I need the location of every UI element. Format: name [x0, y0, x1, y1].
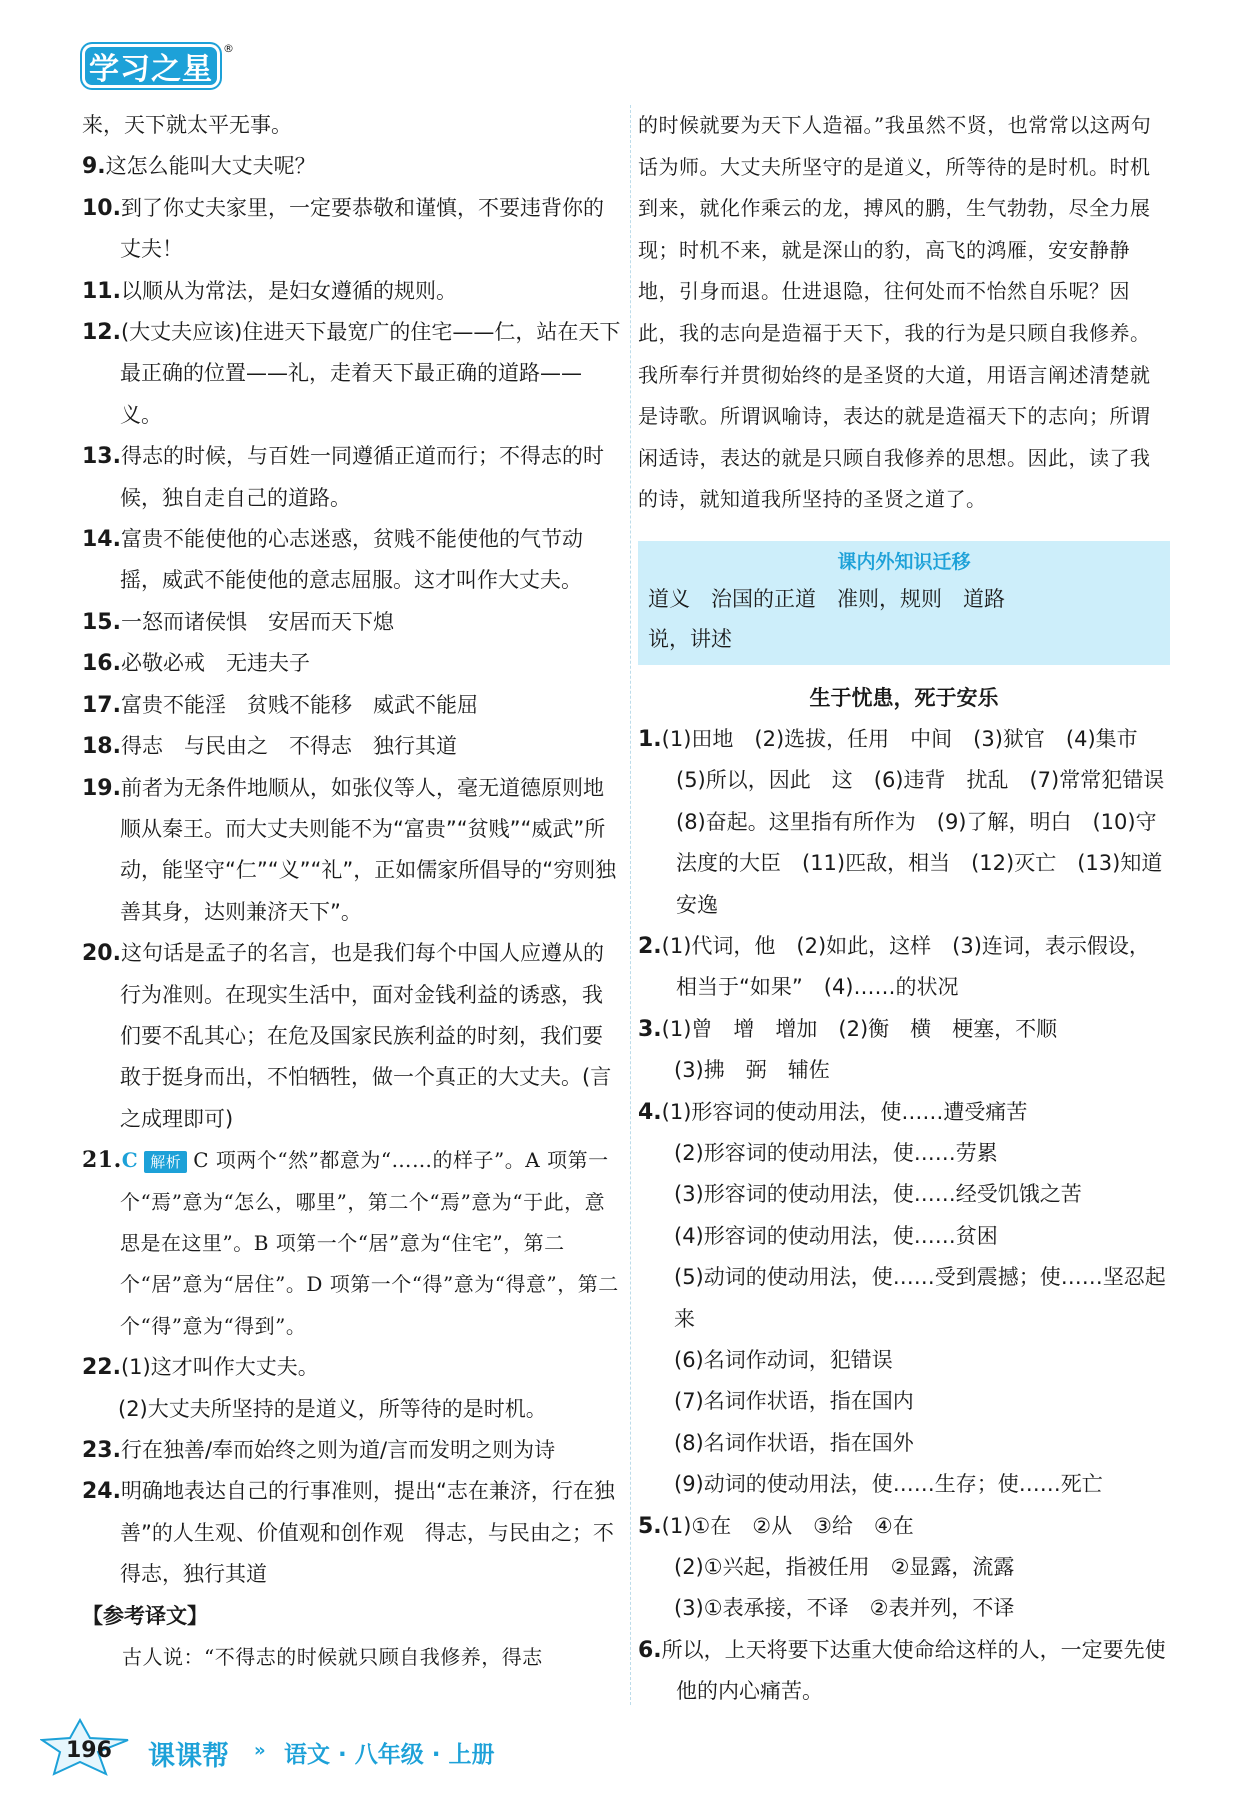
answer-11: 11.以顺从为常法，是妇女遵循的规则。	[82, 278, 457, 304]
answer-line: 来，天下就太平无事。	[82, 113, 292, 137]
knowledge-box-line: 说，讲述	[648, 626, 732, 651]
answer-23: 23.行在独善/奉而始终之则为道/言而发明之则为诗	[82, 1438, 556, 1463]
knowledge-transfer-box	[638, 541, 1170, 665]
answer-1: 1.(1)田地 (2)选拔，任用 中间 (3)狱官 (4)集市 (5)所以，因此 这 (6)违背 扰乱 (7)常常犯错误 (8)奋起。这里指有所作为 (9)了解，明白 (10)守法度的大臣 (11)匹敌，相当 (12)灭亡 (13)知道 安逸	[638, 726, 1186, 917]
answer-19: 19.前者为无条件地顺从，如张仪等人，毫无道德原则地顺从秦王。而大丈夫则能不为“富贵”“贫贱”“威武”所动，能坚守“仁”“义”“礼”，正如儒家所倡导的“穷则独善其身，达则兼济天下”。	[82, 775, 617, 924]
answer-21: 21.C 解析 C 项两个“然”都意为“……的样子”。A 项第一个“焉”意为“怎么，哪里”，第二个“焉”意为“于此，意思是在这里”。B 项第一个“居”意为“住宅”，第二个“居”意为“居住”。D 项第一个“得”意为“得意”，第二个“得”意为“得到”。	[82, 1147, 619, 1338]
answer-4: 4.(1)形容词的使动用法，使……遭受痛苦	[638, 1099, 1028, 1125]
answer-22: 22.(1)这才叫作大丈夫。	[82, 1355, 319, 1381]
answer-10: 10.到了你丈夫家里，一定要恭敬和谨慎，不要违背你的丈夫！	[82, 195, 604, 262]
answer-4-sub: (2)形容词的使动用法，使……劳累	[674, 1141, 998, 1165]
answer-4-sub: (8)名词作状语，指在国外	[674, 1430, 914, 1455]
answer-4-sub: (5)动词的使动用法，使……受到震撼；使……坚忍起来	[674, 1265, 1166, 1331]
answer-4-sub: (9)动词的使动用法，使……生存；使……死亡	[674, 1472, 1103, 1497]
footer-brand: 课课帮	[148, 1741, 229, 1772]
right-column	[638, 105, 1186, 1713]
knowledge-box-line: 道义 治国的正道 准则，规则 道路	[648, 586, 1005, 611]
answer-4-sub: (6)名词作动词，犯错误	[674, 1348, 893, 1373]
answer-6: 6.所以，上天将要下达重大使命给这样的人，一定要先使他的内心痛苦。	[638, 1637, 1166, 1704]
answer-17: 17.富贵不能淫 贫贱不能移 威武不能屈	[82, 692, 478, 718]
answer-3-sub: (3)拂 弼 辅佐	[674, 1058, 830, 1083]
page-footer	[40, 1718, 1200, 1778]
answer-4-sub: (4)形容词的使动用法，使……贫困	[674, 1223, 998, 1248]
answer-3: 3.(1)曾 增 增加 (2)衡 横 梗塞，不顺	[638, 1016, 1058, 1042]
answer-5-sub: (2)①兴起，指被任用 ②显露，流露	[674, 1555, 1015, 1580]
answer-15: 15.一怒而诸侯惧 安居而天下熄	[82, 609, 394, 635]
brand-logo	[82, 44, 220, 88]
answer-14: 14.富贵不能使他的心志迷惑，贫贱不能使他的气节动摇，威武不能使他的意志屈服。这才叫作大丈夫。	[82, 527, 583, 593]
answer-5: 5.(1)①在 ②从 ③给 ④在	[638, 1513, 914, 1539]
reference-translation-continued: 的时候就要为天下人造福。”我虽然不贤，也常常以这两句话为师。大丈夫所坚守的是道义，所等待的是时机。时机到来，就化作乘云的龙，搏风的鹏，生气勃勃，尽全力展现；时机不来，就是深山的豹，高飞的鸿雁，安安静静地，引身而退。仕进退隐，往何处而不怡然自乐呢？因此，我的志向是造福于天下，我的行为是只顾自我修养。我所奉行并贯彻始终的是圣贤的大道，用语言阐述清楚就是诗歌。所谓讽喻诗，表达的就是造福天下的志向；所谓闲适诗，表达的就是只顾自我修养的思想。因此，读了我的诗，就知道我所坚持的圣贤之道了。	[638, 113, 1152, 512]
section-title: 生于忧患，死于安乐	[809, 685, 999, 710]
knowledge-box-title: 课内外知识迁移	[837, 550, 971, 573]
page-number: 196	[66, 1738, 112, 1763]
answer-choice: C	[121, 1148, 139, 1173]
book-title: 语文 · 八年级 · 上册	[284, 1742, 495, 1768]
answer-24: 24.明确地表达自己的行事准则，提出“志在兼济，行在独善”的人生观、价值观和创作观 得志，与民由之；不得志，独行其道	[82, 1479, 615, 1587]
answer-13: 13.得志的时候，与百姓一同遵循正道而行；不得志的时候，独自走自己的道路。	[82, 444, 604, 510]
answer-4-sub: (3)形容词的使动用法，使……经受饥饿之苦	[674, 1182, 1082, 1207]
answer-22-b: (2)大丈夫所坚持的是道义，所等待的是时机。	[118, 1396, 547, 1421]
chevron-right-icon: »	[254, 1740, 266, 1761]
answer-2: 2.(1)代词，他 (2)如此，这样 (3)连词，表示假设，相当于“如果” (4)……的状况	[638, 933, 1150, 1000]
logo-text: 学习之星	[89, 52, 213, 87]
column-divider	[630, 105, 631, 1705]
left-column	[82, 105, 622, 1678]
reference-translation-start: 古人说：“不得志的时候就只顾自我修养，得志	[122, 1645, 543, 1670]
answer-4-sub: (7)名词作状语，指在国内	[674, 1389, 914, 1414]
analysis-tag: 解析	[144, 1151, 187, 1173]
answer-20: 20.这句话是孟子的名言，也是我们每个中国人应遵从的行为准则。在现实生活中，面对金钱利益的诱惑，我们要不乱其心；在危及国家民族利益的时刻，我们要敢于挺身而出，不怕牺牲，做一个真正的大丈夫。(言之成理即可)	[82, 941, 612, 1131]
reference-translation-title: 【参考译文】	[82, 1603, 208, 1628]
answer-18: 18.得志 与民由之 不得志 独行其道	[82, 734, 457, 760]
answer-16: 16.必敬必戒 无违夫子	[82, 651, 310, 677]
answer-5-sub: (3)①表承接，不译 ②表并列，不译	[674, 1596, 1015, 1621]
answer-9: 9.这怎么能叫大丈夫呢？	[82, 154, 316, 180]
registered-mark: ®	[223, 42, 234, 55]
answer-12: 12.(大丈夫应该)住进天下最宽广的住宅——仁，站在天下最正确的位置——礼，走着天下最正确的道路——义。	[82, 320, 621, 427]
